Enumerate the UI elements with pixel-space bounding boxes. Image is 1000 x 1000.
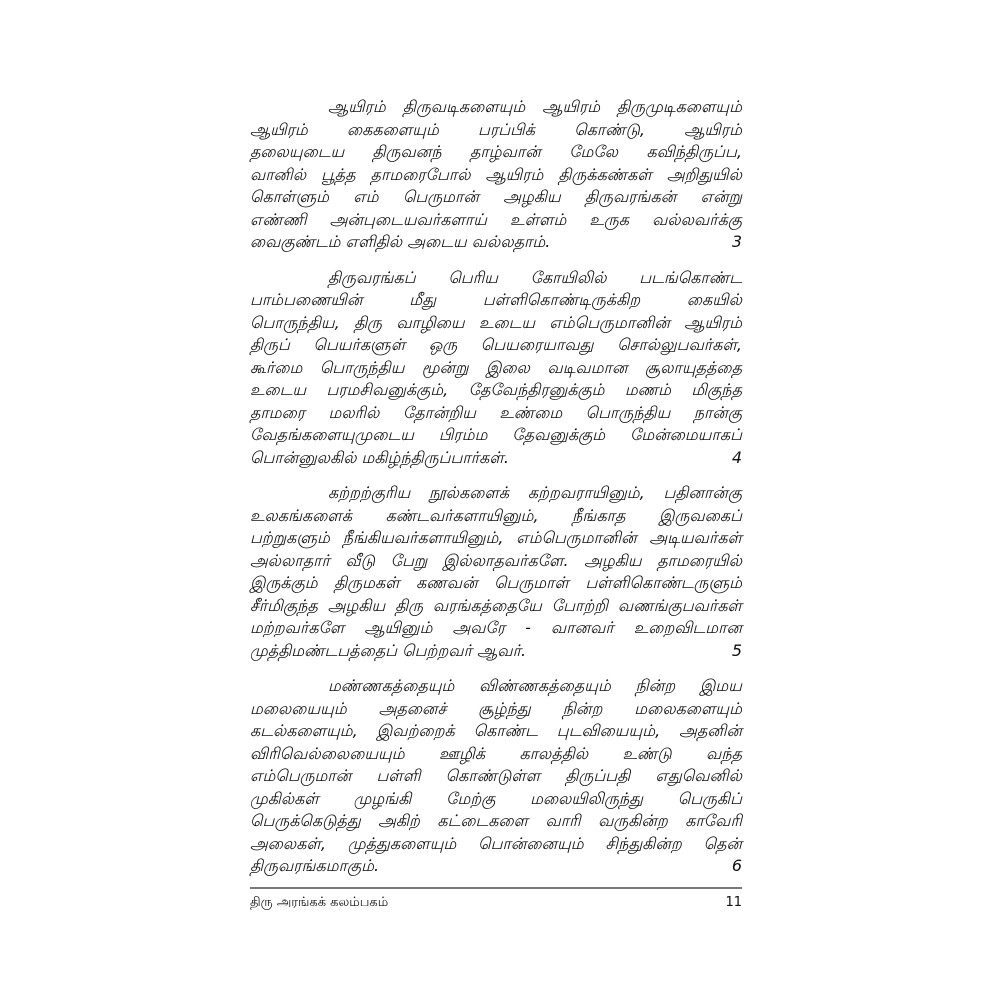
footer-divider [250,887,742,889]
verse-line: கற்றற்குரிய நூல்களைக் கற்றவராயினும், பதினான்கு [328,483,742,502]
verse-number: 4 [731,447,742,467]
verse-line: அல்லாதார் வீடு பேறு இல்லாதவர்களே. அழகிய தாமரையில் [250,550,742,570]
verse-line: மலையையும் அதனைச் சூழ்ந்து நின்ற மலைகளையும் [250,698,742,718]
verse-line: திருவரங்கப் பெரிய கோயிலில் படங்கொண்ட [328,267,742,287]
verse-line-text: வைகுண்டம் எளிதில் அடைய வல்லதாம். [250,232,551,251]
verse-line: எண்ணி அன்புடையவர்களாய் உள்ளம் உருக வல்லவர்க்கு [250,209,742,229]
verse-line: இருக்கும் திருமகள் கணவன் பெருமாள் பள்ளிகொண்டருளும் [250,573,742,592]
verse-line: பாம்பணையின் மீது பள்ளிகொண்டிருக்கிற கையில் [250,290,742,309]
verse-number: 6 [731,856,742,875]
verse-line: தலையுடைய திருவனந் தாழ்வான் மேலே கவிந்திருப்ப, [250,142,742,161]
verse-line [250,640,742,663]
verse-line: வானில் பூத்த தாமரைபோல் ஆயிரம் திருக்கண்கள் அறிதுயில் [250,164,742,184]
verse-line [250,855,742,878]
verse-paragraph [250,675,742,878]
verse-line-text: திருவரங்கமாகும். [250,856,380,875]
verse-line: கூர்மை பொருந்திய மூன்று இலை வடிவமான சூலாயுதத்தை [250,357,742,377]
verse-line: முகில்கள் முழங்கி மேற்கு மலையிலிருந்து பெருகிப் [250,788,742,808]
footer-page-number: 11 [725,895,742,910]
verse-paragraph [250,267,742,470]
verse-line: திருப் பெயர்களுள் ஒரு பெயரையாவது சொல்லுபவர்கள், [250,335,742,354]
verse-line: பொருந்திய, திரு வாழியை உடைய எம்பெருமானின் ஆயிரம் [250,312,742,332]
verse-paragraph [250,96,742,254]
page-footer [250,894,742,912]
verse-line: மண்ணகத்தையும் விண்ணகத்தையும் நின்ற இமய [328,676,742,695]
verse-line: பற்றுகளும் நீங்கியவர்களாயினும், எம்பெருமானின் அடியவர்கள் [250,528,742,547]
verse-line-text: பொன்னுலகில் மகிழ்ந்திருப்பார்கள். [250,447,509,467]
verse-number: 5 [731,640,742,660]
verse-line: தாமரை மலரில் தோன்றிய உண்மை பொருந்திய நான்கு [250,402,742,422]
verse-line [250,447,742,470]
footer-book-title: திரு அரங்கக் கலம்பகம் [250,895,389,910]
verse-line: உடைய பரமசிவனுக்கும், தேவேந்திரனுக்கும் மணம் மிகுந்த [250,380,742,399]
verse-line: உலகங்களைக் கண்டவர்களாயினும், நீங்காத இருவகைப் [250,505,742,525]
verse-line: ஆயிரம் கைகளையும் பரப்பிக் கொண்டு, ஆயிரம் [250,119,742,139]
verse-line: கடல்களையும், இவற்றைக் கொண்ட புடவியையும், அதனின் [250,721,742,740]
verse-line [250,231,742,254]
verse-line: மற்றவர்களே ஆயினும் அவரே - வானவர் உறைவிடமான [250,618,742,637]
verse-line: விரிவெல்லையையும் ஊழிக் காலத்தில் உண்டு வந்த [250,743,742,763]
verse-line: ஆயிரம் திருவடிகளையும் ஆயிரம் திருமுடிகளையும் [328,97,742,116]
verse-line: எம்பெருமான் பள்ளி கொண்டுள்ள திருப்பதி எதுவெனில் [250,766,742,785]
verse-line: வேதங்களையுமுடைய பிரம்ம தேவனுக்கும் மேன்மையாகப் [250,425,742,444]
page-body [250,96,742,891]
verse-line: பெருக்கெடுத்து அகிற் கட்டைகளை வாரி வருகின்ற காவேரி [250,811,742,830]
verse-line-text: முத்திமண்டபத்தைப் பெற்றவர் ஆவர். [250,640,527,660]
verse-line: சீர்மிகுந்த அழகிய திரு வரங்கத்தையே போற்றி வணங்குபவர்கள் [250,595,742,615]
verse-paragraph [250,482,742,662]
verse-line: கொள்ளும் எம் பெருமான் அழகிய திருவரங்கன் என்று [250,187,742,206]
verse-line: அலைகள், முத்துகளையும் பொன்னையும் சிந்துகின்ற தென் [250,833,742,853]
verse-number: 3 [731,232,742,251]
